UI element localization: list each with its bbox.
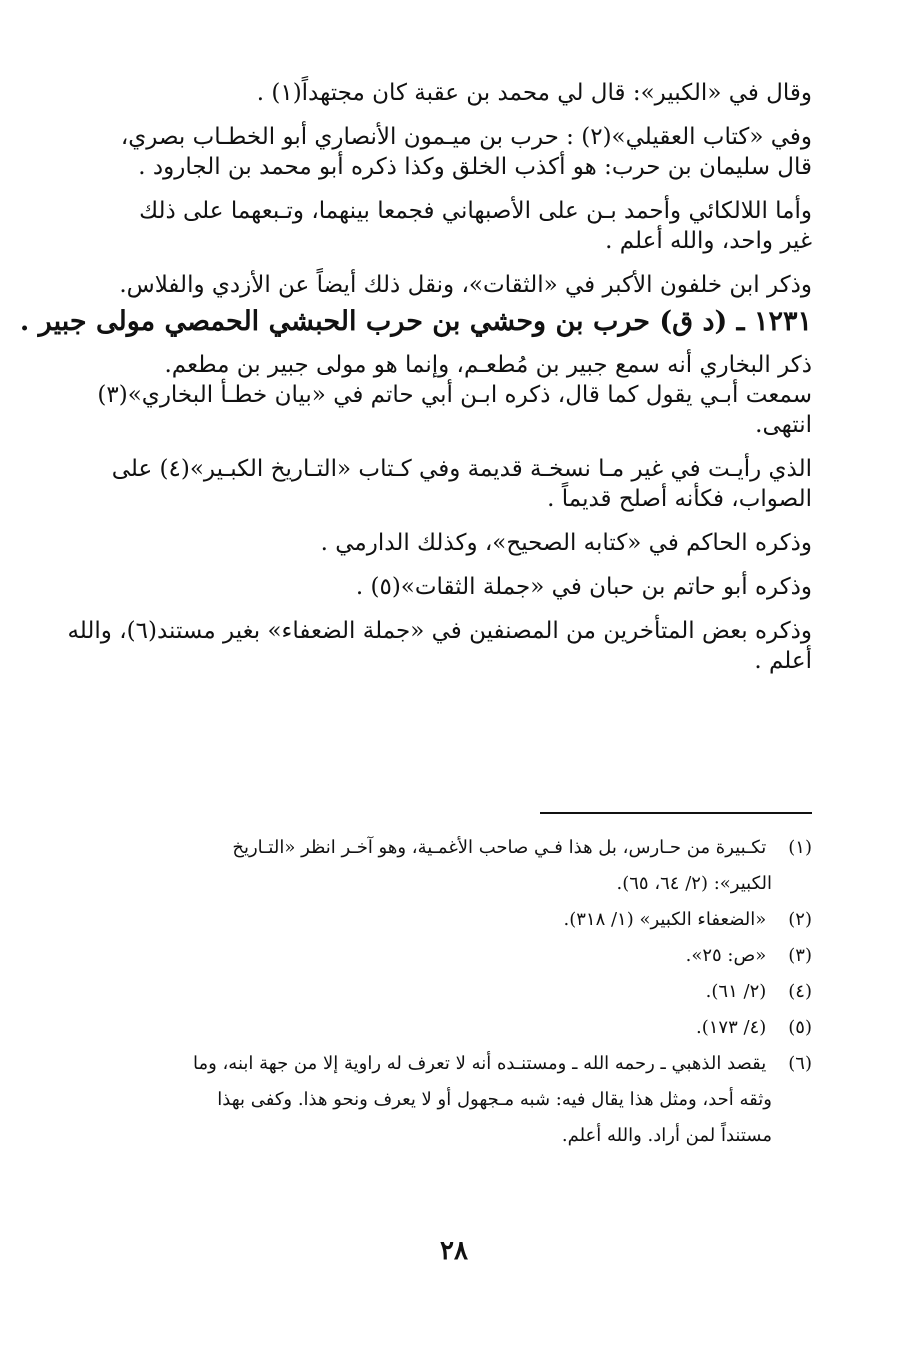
text-line: قال سليمان بن حرب: هو أكذب الخلق وكذا ذكره أبو محمد بن الجارود .: [138, 154, 812, 180]
text-line: وفي «كتاب العقيلي»(٢) : حرب بن ميـمون الأنصاري أبو الخطـاب بصري،: [120, 124, 812, 150]
footnotes: [100, 830, 812, 1154]
footnote-text: «ص: ٢٥».: [685, 945, 767, 966]
footnote-number: (٥): [788, 1017, 812, 1038]
footnote-number: (٤): [788, 981, 812, 1002]
footnote-number: (٦): [788, 1053, 812, 1074]
text-line: وقال في «الكبير»: قال لي محمد بن عقبة كان مجتهداً(١) .: [256, 80, 812, 106]
footnote-number: (٣): [788, 945, 812, 966]
footnote: [100, 1010, 812, 1046]
footnote: [100, 830, 812, 902]
footnote-divider: [540, 812, 812, 814]
text-line: أعلم .: [754, 648, 812, 674]
text-line: الصواب، فكأنه أصلح قديماً .: [547, 486, 812, 512]
footnote-number: (١): [788, 837, 812, 858]
text-line: وأما اللالكائي وأحمد بـن على الأصبهاني فجمعا بينهما، وتـبعهما على ذلك: [139, 198, 812, 224]
text-line: وذكره الحاكم في «كتابه الصحيح»، وكذلك الدارمي .: [320, 530, 812, 556]
text-line: انتهى.: [755, 412, 812, 438]
text-line: وذكر ابن خلفون الأكبر في «الثقات»، ونقل ذلك أيضاً عن الأزدي والفلاس.: [119, 272, 812, 298]
entry-heading: ١٢٣١ ـ (د ق) حرب بن وحشي بن حرب الحبشي الحمصي مولى جبير .: [19, 306, 812, 337]
text-line: وذكره أبو حاتم بن حبان في «جملة الثقات»(٥) .: [355, 574, 812, 600]
text-line: الذي رأيـت في غير مـا نسخـة قديمة وفي كـتاب «التـاريخ الكبـير»(٤) على: [111, 456, 812, 482]
text-line: غير واحد، والله أعلم .: [605, 228, 812, 254]
footnote: [100, 1046, 812, 1154]
footnote-number: (٢): [788, 909, 812, 930]
text-line: سمعت أبـي يقول كما قال، ذكره ابـن أبي حاتم في «بيان خطـأ البخاري»(٣): [97, 382, 812, 408]
footnote: [100, 938, 812, 974]
main-text: [19, 78, 812, 676]
footnote: [100, 974, 812, 1010]
footnote: [100, 902, 812, 938]
footnote-text: «الضعفاء الكبير» (١/ ٣١٨).: [563, 909, 767, 930]
footnote-text: (٤/ ١٧٣).: [696, 1017, 767, 1038]
text-line: ذكر البخاري أنه سمع جبير بن مُطعـم، وإنما هو مولى جبير بن مطعم.: [164, 352, 812, 378]
footnote-text: يقصد الذهبي ـ رحمه الله ـ ومستنـده أنه لا تعرف له راوية إلا من جهة ابنه، وما: [192, 1053, 767, 1074]
footnote-text: تكـبيرة من حـارس، بل هذا فـي صاحب الأغمـية، وهو آخـر انظر «التـاريخ: [232, 837, 767, 858]
footnote-text-cont: وثقه أحد، ومثل هذا يقال فيه: شبه مـجهول أو لا يعرف ونحو هذا. وكفى بهذا: [217, 1089, 772, 1110]
footnote-text-cont: مستنداً لمن أراد. والله أعلم.: [561, 1125, 772, 1146]
footnote-text: (٢/ ٦١).: [705, 981, 767, 1002]
text-line: وذكره بعض المتأخرين من المصنفين في «جملة الضعفاء» بغير مستند(٦)، والله: [67, 618, 812, 644]
page-number: ٢٨: [440, 1236, 468, 1266]
footnote-text-cont: الكبير»: (٢/ ٦٤، ٦٥).: [616, 873, 772, 894]
